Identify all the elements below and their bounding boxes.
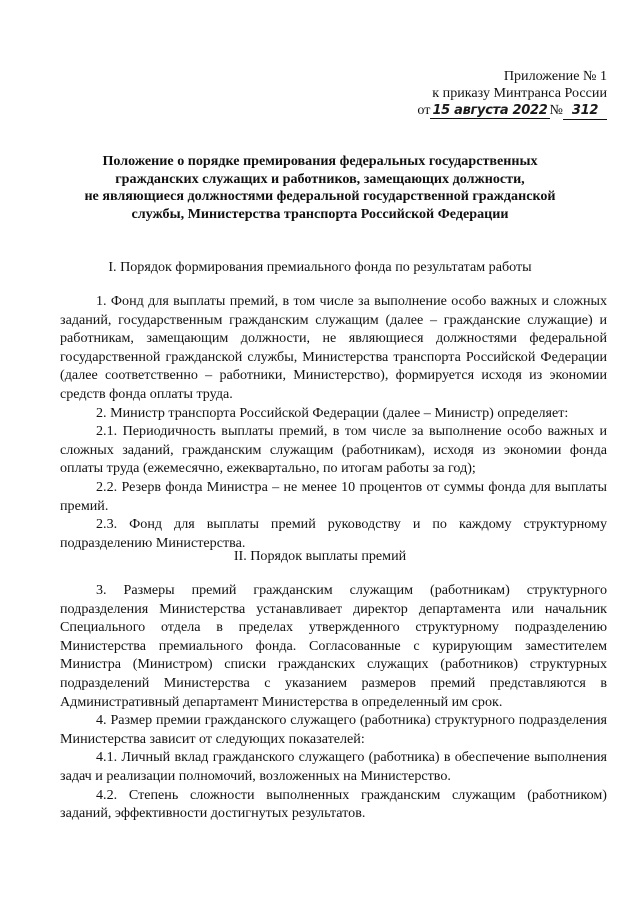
paragraph-1: 1. Фонд для выплаты премий, в том числе за выполнение особо важных и сложных заданий, государственным гражданским служащим (далее – гражданские служащие) и работникам, замещающим должности, не являющиеся должностями федеральной государственной гражданской службы, Министерства транспорта Российской Федерации (далее соответственно – работники, Министерство), формируется исходя из экономии средств фонда оплаты труда. — [60, 293, 607, 402]
section-2-body — [60, 581, 607, 823]
paragraph-3: 3. Размеры премий гражданским служащим (работникам) структурного подразделения Министерства устанавливает директор департамента или начальник Специального отдела в пределах утвержденного структурному подразделению Министерства премиального фонда. Согласованные с курирующим заместителем Министра (Министром) списки гражданских служащих (работников) структурных подразделений Министерства с указанием размеров премий представляются в Административный департамент Министерства в определенный им срок. — [60, 582, 607, 710]
appendix-header — [417, 68, 607, 120]
title-line: службы, Министерства транспорта Российской Федерации — [131, 205, 509, 222]
paragraph-2-2: 2.2. Резерв фонда Министра – не менее 10 процентов от суммы фонда для выплаты премий. — [60, 478, 607, 514]
section-1-body — [60, 292, 607, 552]
title-line: не являющиеся должностями федеральной государственной гражданской — [84, 188, 556, 204]
date-prefix: от — [417, 102, 431, 118]
handwritten-date: 15 августа 2022 — [432, 103, 548, 118]
paragraph-4: 4. Размер премии гражданского служащего (работника) структурного подразделения Министерства зависит от следующих показателей: — [60, 712, 607, 747]
document-title — [40, 153, 600, 223]
order-reference: к приказу Минтранса России — [432, 85, 607, 101]
title-line: Положение о порядке премирования федеральных государственных — [102, 153, 538, 169]
title-line: гражданских служащих и работников, замещающих должности, — [115, 170, 525, 187]
order-date-line — [417, 102, 607, 120]
paragraph-2-1: 2.1. Периодичность выплаты премий, в том числе за выполнение особо важных и сложных заданий, гражданским служащим (работникам), исходя из экономии фонда оплаты труда (ежемесячно, ежеквартально, по итогам работы за год); — [60, 423, 607, 477]
section-2-heading: II. Порядок выплаты премий — [233, 548, 407, 564]
number-prefix: № — [549, 102, 563, 118]
paragraph-2-3: 2.3. Фонд для выплаты премий руководству и по каждому структурному подразделению Министерства. — [60, 516, 607, 551]
appendix-title: Приложение № 1 — [503, 68, 607, 84]
paragraph-4-1: 4.1. Личный вклад гражданского служащего (работника) в обеспечение выполнения задач и реализации полномочий, возложенных на Министерство. — [60, 749, 607, 784]
handwritten-number: 312 — [563, 102, 607, 120]
paragraph-2: 2. Министр транспорта Российской Федерации (далее – Министр) определяет: — [96, 404, 569, 421]
section-1-heading: I. Порядок формирования премиального фонда по результатам работы — [108, 259, 532, 275]
paragraph-4-2: 4.2. Степень сложности выполненных гражданским служащим (работником) заданий, эффективности достигнутых результатов. — [60, 786, 607, 822]
